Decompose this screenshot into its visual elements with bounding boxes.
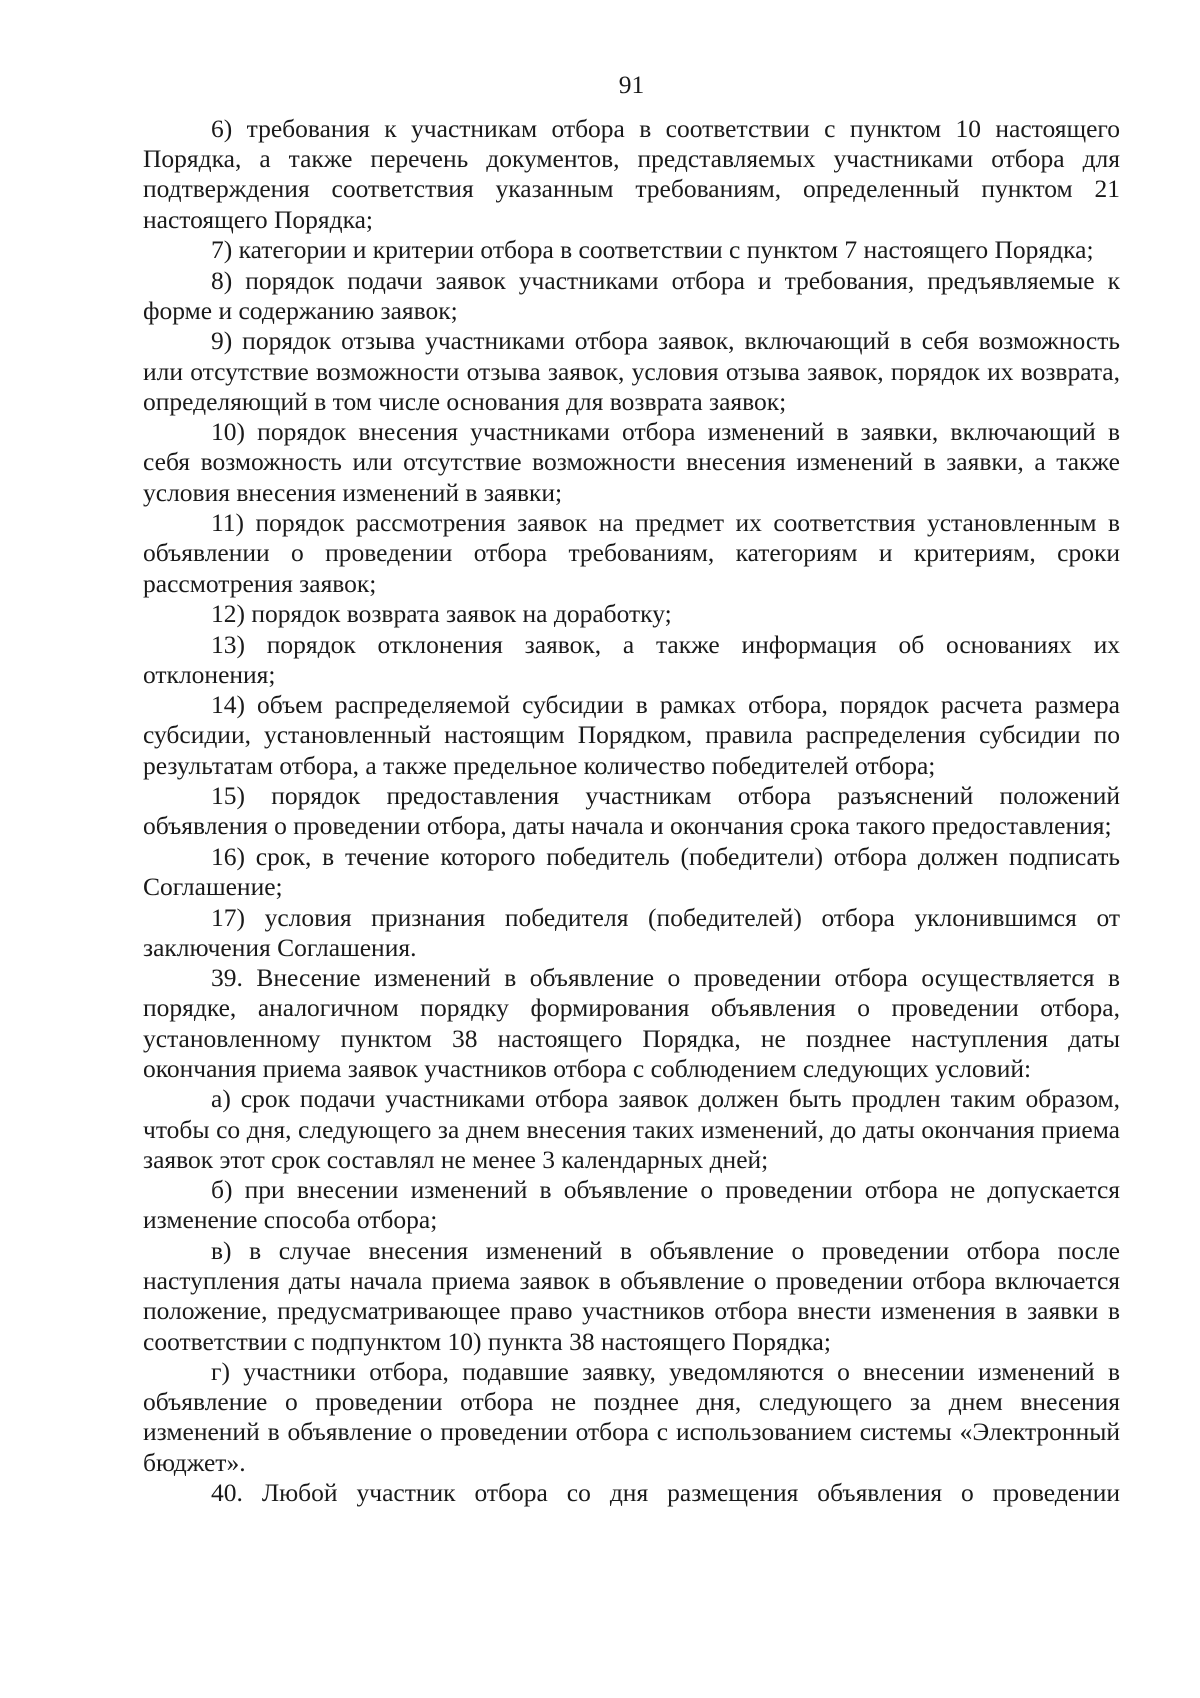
paragraph-item-15: 15) порядок предоставления участникам отбора разъяснений положений объявления о проведении отбора, даты начала и окончания срока такого предоставления; — [143, 781, 1120, 841]
paragraph-item-14: 14) объем распределяемой субсидии в рамках отбора, порядок расчета размера субсидии, установленный настоящим Порядком, правила распределения субсидии по результатам отбора, а также предельное количество победителей отбора; — [143, 690, 1120, 780]
document-page — [143, 70, 1120, 1509]
paragraph-subitem-g: г) участники отбора, подавшие заявку, уведомляются о внесении изменений в объявление о проведении отбора не позднее дня, следующего за днем внесения изменений в объявление о проведении отбора с использованием системы «Электронный бюджет». — [143, 1357, 1120, 1477]
paragraph-item-9: 9) порядок отзыва участниками отбора заявок, включающий в себя возможность или отсутствие возможности отзыва заявок, условия отзыва заявок, порядок их возврата, определяющий в том числе основания для возврата заявок; — [143, 326, 1120, 416]
paragraph-section-39: 39. Внесение изменений в объявление о проведении отбора осуществляется в порядке, аналогичном порядку формирования объявления о проведении отбора, установленному пунктом 38 настоящего Порядка, не позднее наступления даты окончания приема заявок участников отбора с соблюдением следующих условий: — [143, 963, 1120, 1083]
paragraph-item-7: 7) категории и критерии отбора в соответствии с пунктом 7 настоящего Порядка; — [211, 235, 1094, 265]
paragraph-subitem-a: а) срок подачи участниками отбора заявок должен быть продлен таким образом, чтобы со дня, следующего за днем внесения таких изменений, до даты окончания приема заявок этот срок составлял не менее 3 календарных дней; — [143, 1084, 1120, 1174]
paragraph-section-40: 40. Любой участник отбора со дня размещения объявления о проведении — [211, 1478, 1120, 1508]
paragraph-item-8: 8) порядок подачи заявок участниками отбора и требования, предъявляемые к форме и содержанию заявок; — [143, 265, 1120, 325]
paragraph-subitem-b: б) при внесении изменений в объявление о проведении отбора не допускается изменение способа отбора; — [143, 1175, 1120, 1235]
paragraph-item-11: 11) порядок рассмотрения заявок на предмет их соответствия установленным в объявлении о проведении отбора требованиям, категориям и критериям, сроки рассмотрения заявок; — [143, 508, 1120, 598]
paragraph-item-16: 16) срок, в течение которого победитель (победители) отбора должен подписать Соглашение; — [143, 841, 1120, 902]
paragraph-item-6: 6) требования к участникам отбора в соответствии с пунктом 10 настоящего Порядка, а также перечень документов, представляемых участниками отбора для подтверждения соответствия указанным требованиям, определенный пунктом 21 настоящего Порядка; — [143, 114, 1120, 234]
paragraph-item-13: 13) порядок отклонения заявок, а также информация об основаниях их отклонения; — [143, 629, 1120, 689]
page-number: 91 — [618, 70, 645, 99]
paragraph-item-10: 10) порядок внесения участниками отбора изменений в заявки, включающий в себя возможность или отсутствие возможности внесения изменений в заявки, а также условия внесения изменений в заявки; — [143, 417, 1120, 507]
paragraph-subitem-v: в) в случае внесения изменений в объявление о проведении отбора после наступления даты начала приема заявок в объявление о проведении отбора включается положение, предусматривающее право участников отбора внести изменения в заявки в соответствии с подпунктом 10) пункта 38 настоящего Порядка; — [143, 1235, 1120, 1356]
paragraph-item-12: 12) порядок возврата заявок на доработку; — [211, 599, 672, 629]
paragraph-item-17: 17) условия признания победителя (победителей) отбора уклонившимся от заключения Соглашения. — [143, 902, 1120, 962]
